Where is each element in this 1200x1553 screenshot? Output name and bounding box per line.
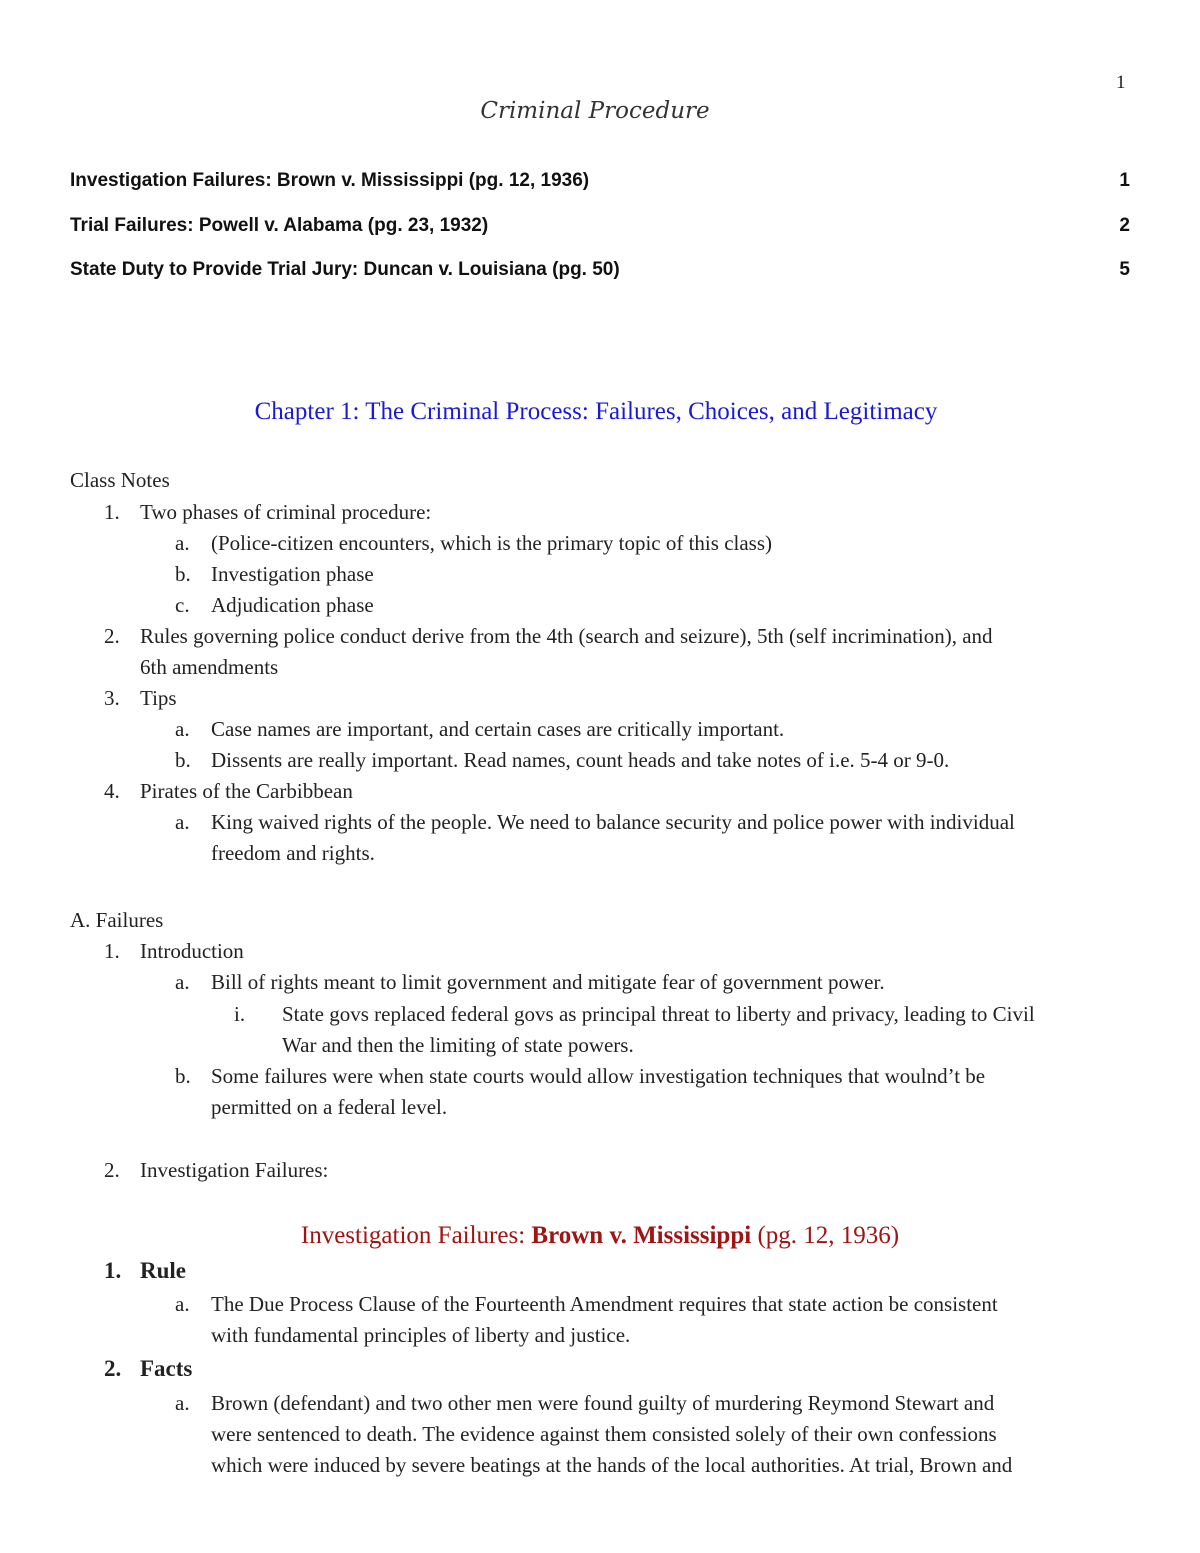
case-heading-prefix: Investigation Failures: [300,1222,532,1249]
list-item: Investigation phase [211,562,374,586]
list-marker: a. [175,717,190,741]
list-item: Brown (defendant) and two other men were found guilty of murdering Reymond Stewart and [211,1391,995,1415]
list-marker: 1. [104,500,120,524]
list-item: Tips [140,686,177,710]
list-marker: a. [175,1292,190,1316]
list-item: State govs replaced federal govs as principal threat to liberty and privacy, leading to Civil [282,1002,1035,1026]
list-marker: a. [175,810,190,834]
case-heading-suffix: (pg. 12, 1936) [751,1222,900,1249]
list-marker: 1. [104,939,120,963]
facts-heading: Facts [140,1356,193,1381]
toc-entry-title: Investigation Failures: Brown v. Mississippi (pg. 12, 1936) [70,170,590,191]
list-item-continuation: with fundamental principles of liberty and justice. [211,1323,631,1347]
list-marker: b. [175,1064,191,1088]
list-item-continuation: 6th amendments [140,655,279,679]
list-item: Introduction [140,939,244,963]
toc-entry-page: 2 [1119,215,1130,236]
list-marker: c. [175,593,190,617]
list-item: Pirates of the Carbibbean [140,779,353,803]
list-marker: 2. [104,1356,122,1381]
list-marker: b. [175,748,191,772]
list-item: Two phases of criminal procedure: [140,500,432,524]
list-item-continuation: War and then the limiting of state powers. [282,1033,634,1057]
toc-entry-page: 5 [1119,259,1130,280]
list-marker: a. [175,970,190,994]
list-item-continuation: which were induced by severe beatings at the hands of the local authorities. At trial, Brown and [211,1453,1013,1477]
list-marker: 4. [104,779,120,803]
list-item: (Police-citizen encounters, which is the primary topic of this class) [211,531,773,555]
list-item: The Due Process Clause of the Fourteenth Amendment requires that state action be consistent [211,1292,998,1316]
case-heading-name: Brown v. Mississippi [531,1222,752,1249]
toc-entry-title: Trial Failures: Powell v. Alabama (pg. 23, 1932) [70,215,489,236]
list-item: King waived rights of the people. We need to balance security and police power with individual [211,810,1015,834]
list-item: Dissents are really important. Read names, count heads and take notes of i.e. 5-4 or 9-0. [211,748,950,772]
list-item-continuation: freedom and rights. [211,841,375,865]
list-marker: a. [175,1391,190,1415]
list-item-continuation: were sentenced to death. The evidence against them consisted solely of their own confessions [211,1422,997,1446]
list-item-continuation: permitted on a federal level. [211,1095,448,1119]
rule-heading: Rule [140,1258,186,1283]
page-number: 1 [1116,72,1126,93]
list-marker: a. [175,531,190,555]
list-item: Rules governing police conduct derive from the 4th (search and seizure), 5th (self incrimination), and [140,624,993,648]
list-item: Investigation Failures: [140,1158,329,1182]
list-marker: 1. [104,1258,122,1283]
list-item: Bill of rights meant to limit government and mitigate fear of government power. [211,970,885,994]
failures-heading: A. Failures [70,908,164,932]
list-marker: 2. [104,1158,120,1182]
document-title: Criminal Procedure [480,98,710,124]
list-marker: b. [175,562,191,586]
list-item: Some failures were when state courts would allow investigation techniques that woulnd’t be [211,1064,986,1088]
list-marker: 3. [104,686,120,710]
toc-entry-page: 1 [1119,170,1130,191]
list-marker: 2. [104,624,120,648]
list-marker: i. [234,1002,246,1026]
case-heading [0,1222,1200,1250]
list-item: Case names are important, and certain cases are critically important. [211,717,785,741]
list-item: Adjudication phase [211,593,374,617]
class-notes-heading: Class Notes [70,468,170,492]
toc-entry-title: State Duty to Provide Trial Jury: Duncan v. Louisiana (pg. 50) [70,259,620,280]
chapter-heading: Chapter 1: The Criminal Process: Failures, Choices, and Legitimacy [254,398,938,425]
